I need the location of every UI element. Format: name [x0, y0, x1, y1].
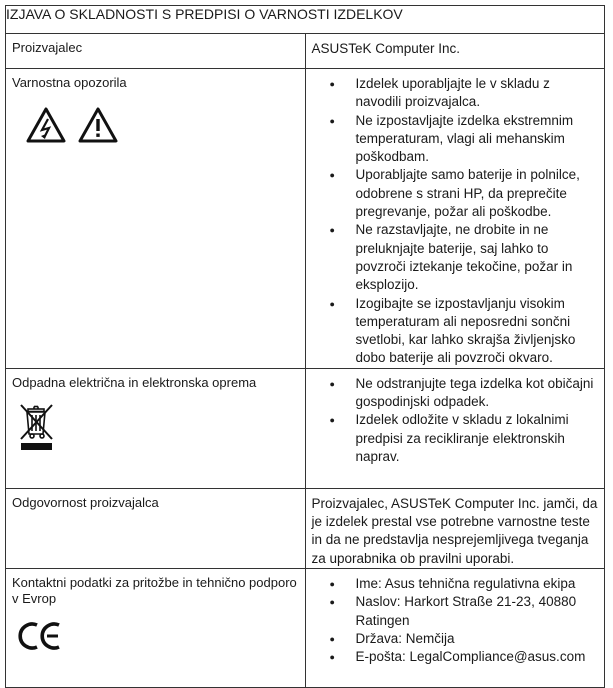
- electric-shock-warning-icon: [26, 107, 66, 143]
- ce-mark-icon: [18, 621, 64, 651]
- compliance-table: [5, 5, 605, 688]
- row-label: Odgovornost proizvajalca: [6, 488, 306, 568]
- list-item: ● Uporabljajte samo baterije in polnilce, odobrene s strani HP, da preprečite pregrevanje, požar ali poškodbe.: [356, 166, 599, 221]
- manufacturer-responsibility-text: Proizvajalec, ASUSTeK Computer Inc. jamči, da je izdelek prestal vse potrebne varnostne teste in da ne predstavlja nesprejemljivega tveganja za uporabnika ob pravilni uporabi.: [311, 495, 598, 566]
- row-value: ASUSTeK Computer Inc.: [305, 34, 605, 69]
- row-value-cell: [305, 368, 605, 488]
- row-label: Kontaktni podatki za pritožbe in tehnično podporo v Evrop: [12, 574, 297, 606]
- row-label: Odpadna električna in elektronska oprema: [12, 374, 257, 390]
- table-row: [6, 69, 605, 369]
- row-label-cell: [6, 69, 306, 369]
- ce-icon-wrap: [18, 621, 299, 655]
- weee-bullet-list: [312, 375, 599, 466]
- list-item: ● Izogibajte se izpostavljanju visokim temperaturam ali neposredni sončni svetlobi, kar lahko skrajša življenjsko dobo baterije ali povzroči okvaro.: [356, 295, 599, 368]
- list-item: ● Država: Nemčija: [356, 630, 599, 648]
- row-value-cell: [305, 69, 605, 369]
- document-title: IZJAVA O SKLADNOSTI S PREDPISI O VARNOSTI IZDELKOV: [6, 6, 605, 34]
- table-header-row: [6, 6, 605, 34]
- safety-bullet-list: [312, 75, 599, 368]
- table-row: [6, 488, 605, 568]
- list-item: ● Izdelek uporabljajte le v skladu z navodili proizvajalca.: [356, 75, 599, 112]
- list-item: ● Naslov: Harkort Straße 21-23, 40880 Ratingen: [356, 593, 599, 630]
- list-item: ● Izdelek odložite v skladu z lokalnimi predpisi za recikliranje elektronskih naprav.: [356, 411, 599, 466]
- list-item: ● Ne odstranjujte tega izdelka kot običajni gospodinjski odpadek.: [356, 375, 599, 412]
- warning-icons: [26, 107, 299, 143]
- list-item: ● Ne razstavljajte, ne drobite in ne preluknjajte baterije, saj lahko to povzroči iztekanje tekočine, požar in eksplozijo.: [356, 221, 599, 294]
- general-warning-icon: [78, 107, 118, 143]
- row-value-cell: [305, 568, 605, 687]
- list-item: ● E-pošta: LegalCompliance@asus.com: [356, 648, 599, 666]
- row-label: Varnostna opozorila: [12, 75, 127, 90]
- table-row: [6, 368, 605, 488]
- row-label-cell: [6, 568, 306, 687]
- row-label-cell: [6, 368, 306, 488]
- list-item: ● Ne izpostavljajte izdelka ekstremnim temperaturam, vlagi ali mehanskim poškodbam.: [356, 112, 599, 167]
- table-row: [6, 568, 605, 687]
- row-value-cell: [305, 488, 605, 568]
- weee-icon-wrap: [18, 401, 299, 457]
- crossed-out-bin-icon: [18, 401, 58, 453]
- row-label: Proizvajalec: [6, 34, 306, 69]
- table-row: [6, 34, 605, 69]
- contact-bullet-list: [312, 575, 599, 666]
- list-item: ● Ime: Asus tehnična regulativna ekipa: [356, 575, 599, 593]
